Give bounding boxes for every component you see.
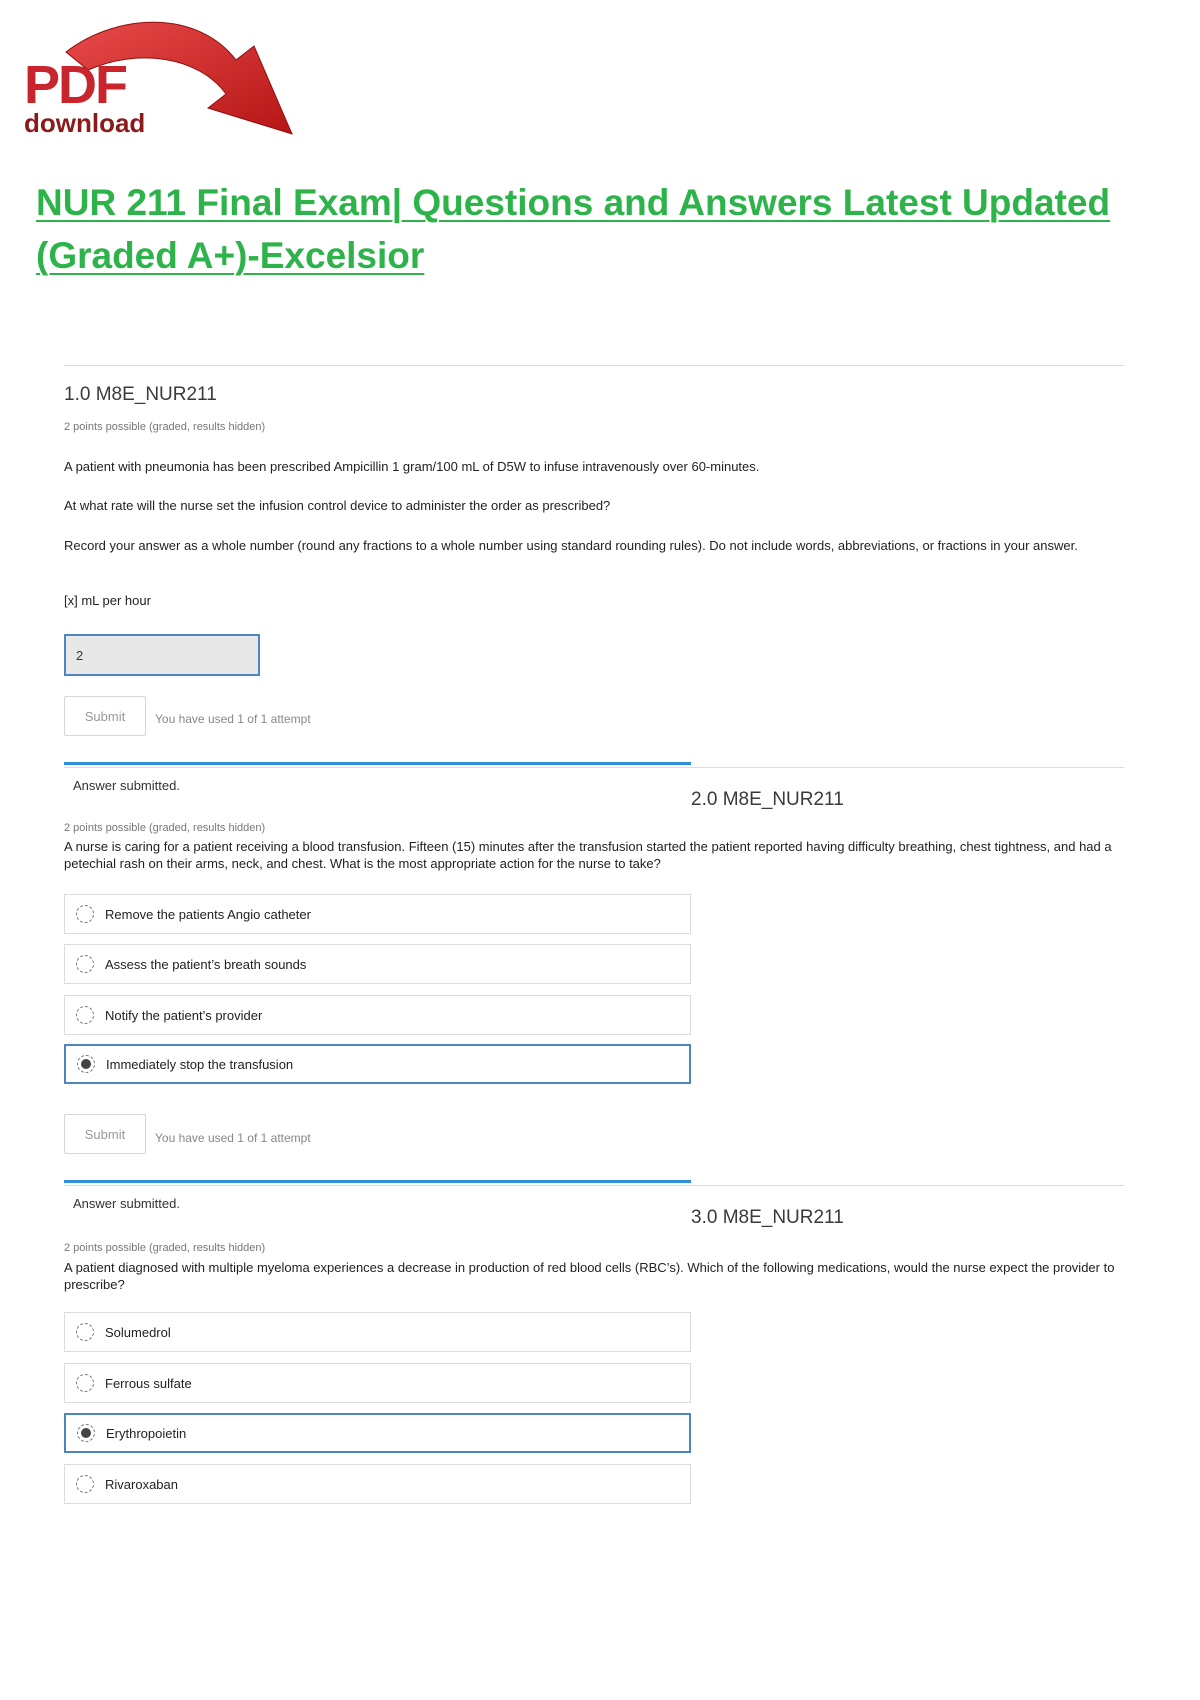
question-3-heading: 3.0 M8E_NUR211 — [691, 1207, 844, 1228]
attempt-count: You have used 1 of 1 attempt — [155, 712, 311, 726]
option-label: Rivaroxaban — [105, 1476, 178, 1492]
answer-option[interactable] — [64, 1363, 691, 1403]
question-2-points: 2 points possible (graded, results hidden) — [64, 822, 266, 834]
option-label: Ferrous sulfate — [105, 1375, 192, 1391]
title-link-line1[interactable]: NUR 211 Final Exam| Questions and Answers Latest Updated — [36, 182, 1111, 223]
radio-dot-icon — [81, 1059, 91, 1069]
pdf-download-logo — [18, 12, 308, 142]
status-bar — [64, 762, 691, 765]
question-2-text: A nurse is caring for a patient receiving a blood transfusion. Fifteen (15) minutes after the transfusion started the patient reported having difficulty breathing, chest tightness, and had a petechial rash on their arms, neck, and chest. What is the most appropriate action for the nurse to take? — [64, 839, 1112, 871]
question-1-units: [x] mL per hour — [64, 593, 151, 608]
option-label: Notify the patient’s provider — [105, 1007, 263, 1023]
option-label: Erythropoietin — [106, 1425, 187, 1441]
radio-dot-icon — [81, 1428, 91, 1438]
answer-option[interactable] — [64, 1312, 691, 1352]
title-link-line2[interactable]: (Graded A+)-Excelsior — [36, 235, 425, 276]
submit-button[interactable]: Submit — [64, 696, 146, 736]
attempt-count: You have used 1 of 1 attempt — [155, 1131, 311, 1145]
answer-option-selected[interactable] — [64, 1413, 691, 1453]
submit-button[interactable]: Submit — [64, 1114, 146, 1154]
question-3-points: 2 points possible (graded, results hidden) — [64, 1242, 266, 1254]
answer-submitted-status: Answer submitted. — [73, 1196, 180, 1211]
radio-button[interactable] — [76, 1475, 94, 1493]
option-label: Remove the patients Angio catheter — [105, 906, 311, 922]
radio-button-checked[interactable] — [77, 1424, 95, 1442]
answer-input[interactable] — [64, 634, 260, 676]
divider — [64, 767, 1124, 768]
answer-option[interactable] — [64, 894, 691, 934]
radio-button-checked[interactable] — [77, 1055, 95, 1073]
question-1-prompt: At what rate will the nurse set the infusion control device to administer the order as prescribed? — [64, 498, 611, 513]
answer-option[interactable] — [64, 995, 691, 1035]
answer-submitted-status: Answer submitted. — [73, 778, 180, 793]
logo-download-text: download — [24, 108, 146, 138]
radio-button[interactable] — [76, 1006, 94, 1024]
answer-input-value: 2 — [76, 647, 84, 663]
option-label: Immediately stop the transfusion — [106, 1056, 294, 1072]
answer-option-selected[interactable] — [64, 1044, 691, 1084]
logo-pdf-text: PDF — [24, 55, 126, 115]
radio-button[interactable] — [76, 955, 94, 973]
question-1-text: A patient with pneumonia has been prescribed Ampicillin 1 gram/100 mL of D5W to infuse intravenously over 60-minutes. — [64, 459, 760, 474]
divider — [64, 1185, 1124, 1186]
question-1-heading: 1.0 M8E_NUR211 — [64, 384, 217, 405]
question-1-points: 2 points possible (graded, results hidden) — [64, 421, 266, 433]
option-label: Assess the patient’s breath sounds — [105, 956, 307, 972]
question-1-instructions: Record your answer as a whole number (round any fractions to a whole number using standard rounding rules). Do not include words, abbreviations, or fractions in your answer. — [64, 538, 1078, 553]
question-2-heading: 2.0 M8E_NUR211 — [691, 789, 844, 810]
radio-button[interactable] — [76, 1374, 94, 1392]
question-3-text: A patient diagnosed with multiple myeloma experiences a decrease in production of red blood cells (RBC’s). Which of the following medications, would the nurse expect the provider to prescribe? — [64, 1260, 1115, 1292]
answer-option[interactable] — [64, 1464, 691, 1504]
radio-button[interactable] — [76, 1323, 94, 1341]
answer-option[interactable] — [64, 944, 691, 984]
option-label: Solumedrol — [105, 1324, 171, 1340]
radio-button[interactable] — [76, 905, 94, 923]
divider — [64, 365, 1124, 366]
document-title — [36, 176, 1116, 282]
status-bar — [64, 1180, 691, 1183]
